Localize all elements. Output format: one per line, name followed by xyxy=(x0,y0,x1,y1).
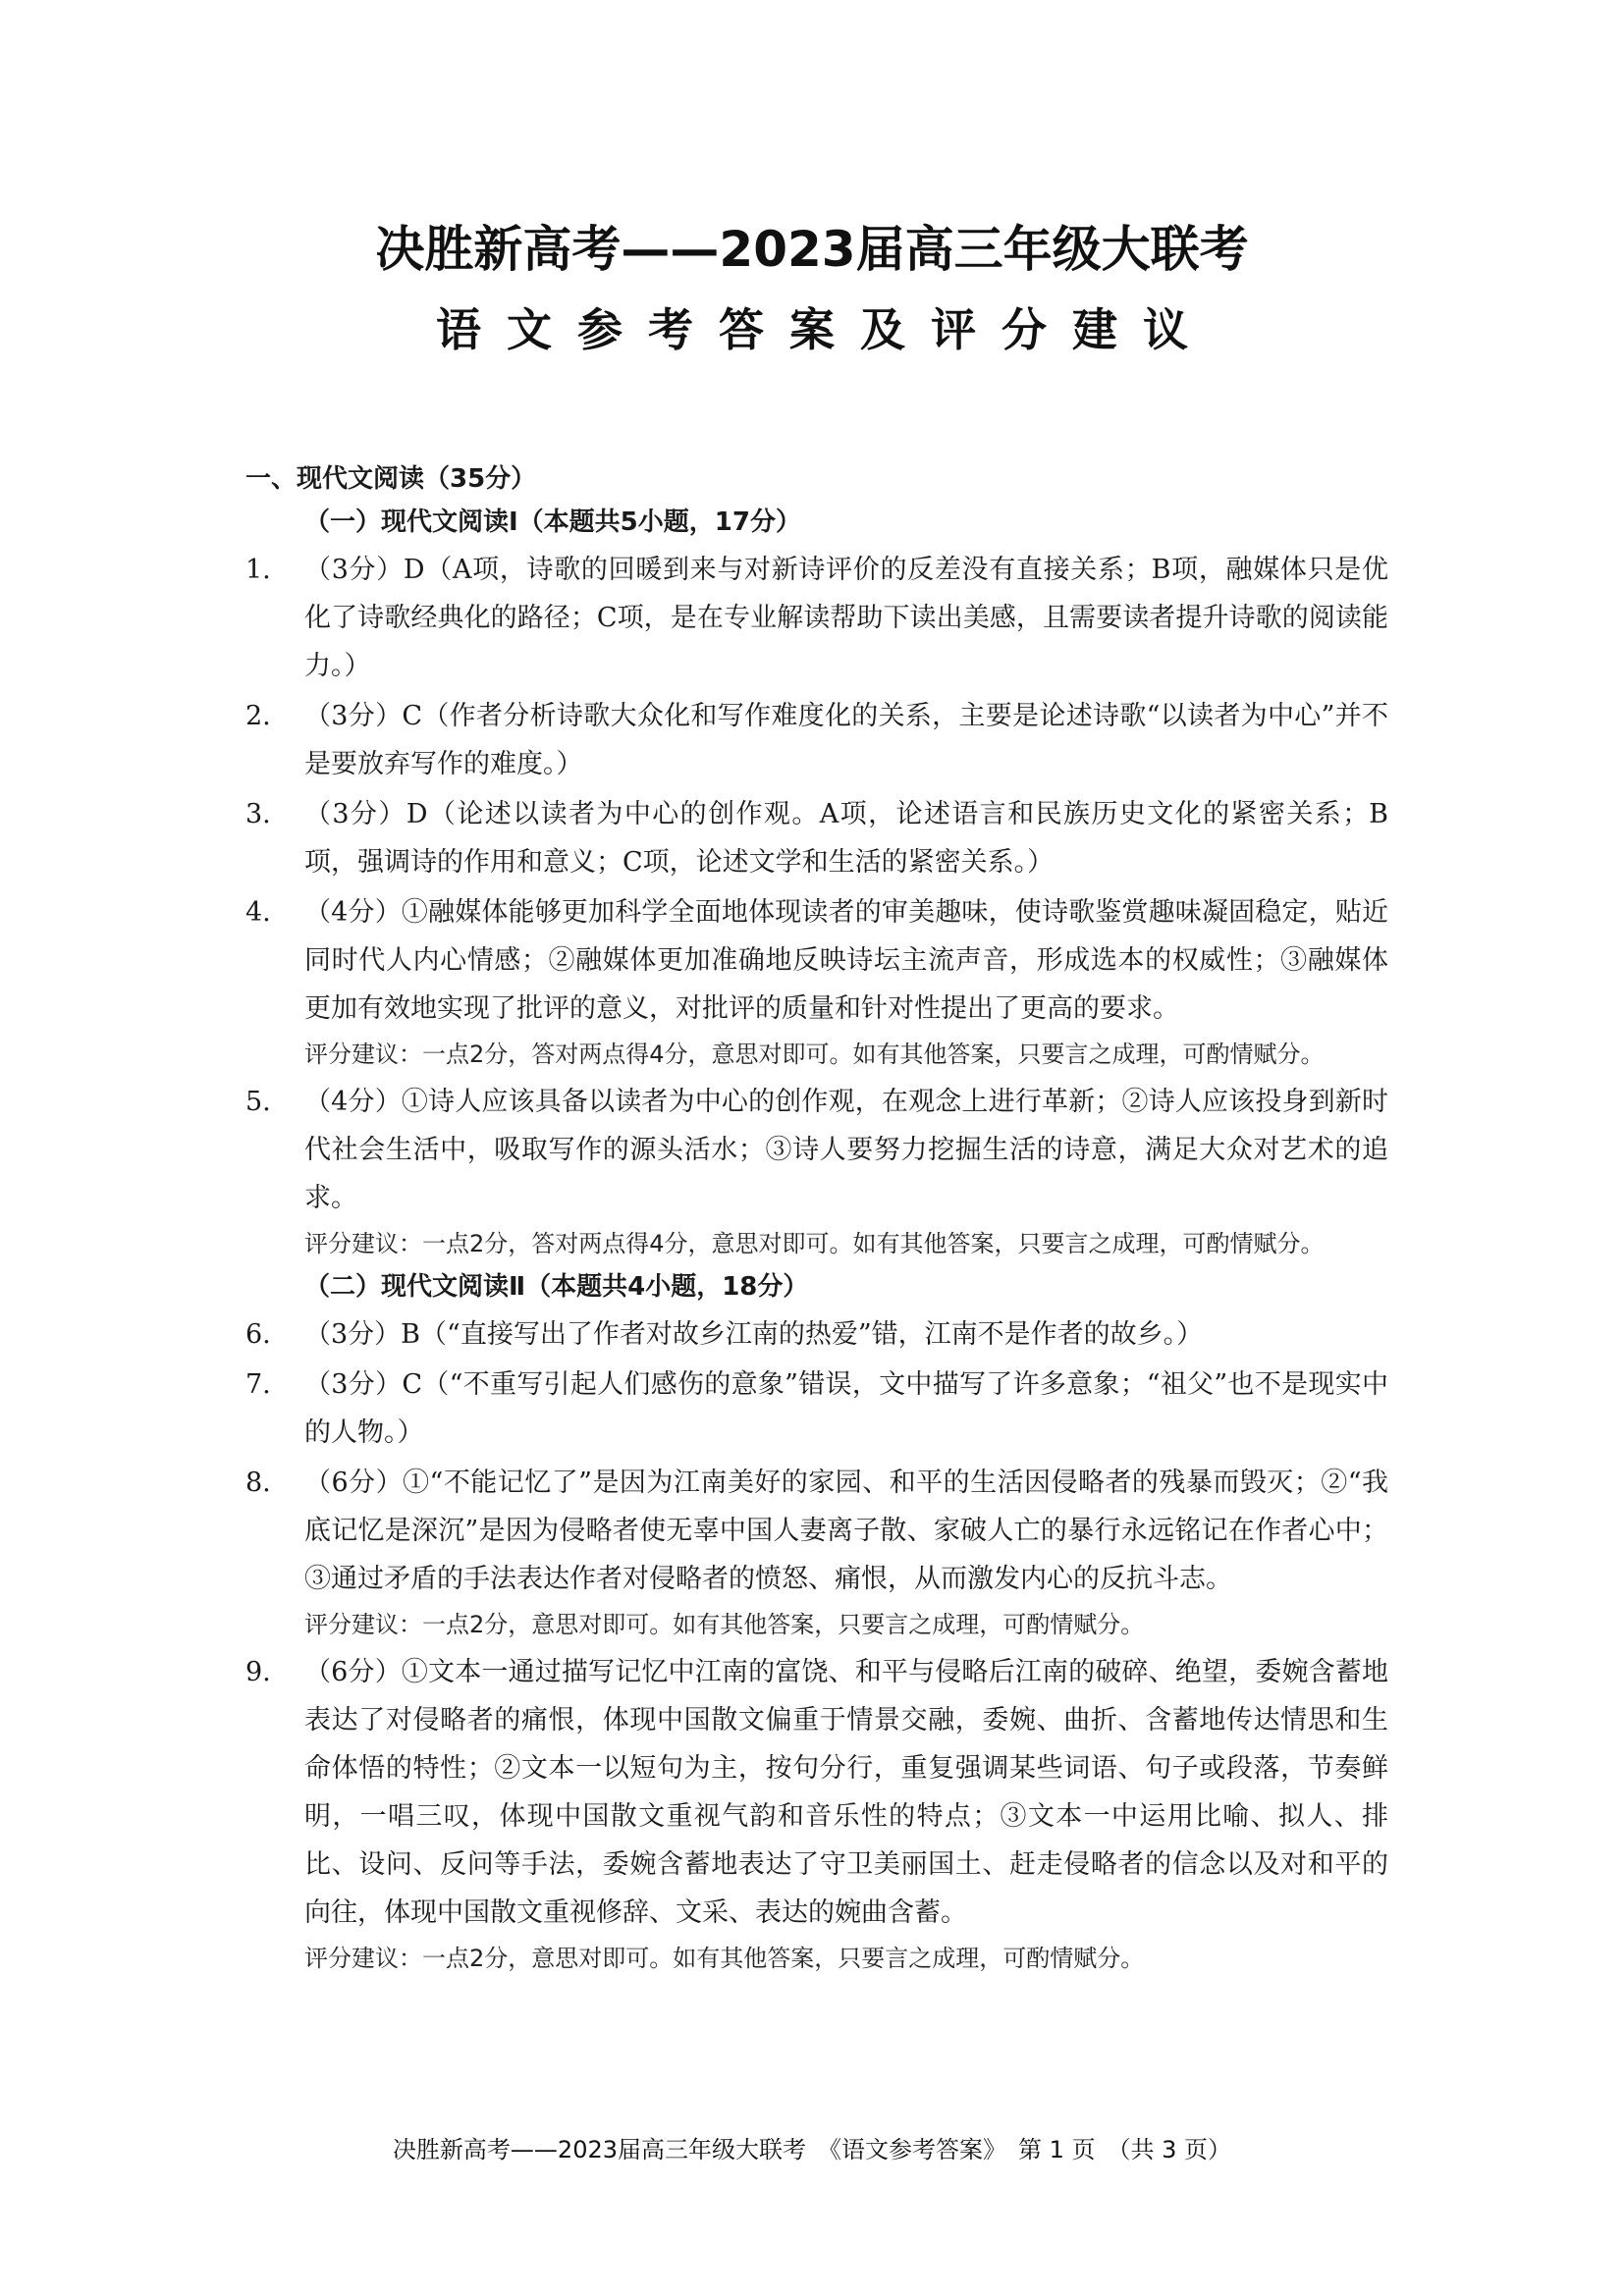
answer-item-1 xyxy=(245,546,1388,690)
item-number: 3. xyxy=(245,799,271,829)
item-text: （6分）①文本一通过描写记忆中江南的富饶、和平与侵略后江南的破碎、绝望，委婉含蓄地表达了对侵略者的痛恨，体现中国散文偏重于情景交融，委婉、曲折、含蓄地传达情思和生命体悟的特性；②文本一以短句为主，按句分行，重复强调某些词语、句子或段落，节奏鲜明，一唱三叹，体现中国散文重视气韵和音乐性的特点；③文本一中运用比喻、拟人、排比、设问、反问等手法，委婉含蓄地表达了守卫美丽国土、赶走侵略者的信念以及对和平的向往，体现中国散文重视修辞、文采、表达的婉曲含蓄。 xyxy=(304,1657,1388,1928)
answer-item-9 xyxy=(245,1648,1388,1937)
item-number: 5. xyxy=(245,1087,271,1117)
item-number: 8. xyxy=(245,1468,271,1498)
item-text: （3分）D（论述以读者为中心的创作观。A项，论述语言和民族历史文化的紧密关系；B项，强调诗的作用和意义；C项，论述文学和生活的紧密关系。） xyxy=(304,799,1388,878)
item-number: 9. xyxy=(245,1657,271,1687)
item-number: 4. xyxy=(245,897,271,928)
document-subtitle: 语文参考答案及评分建议 xyxy=(436,303,1214,356)
answer-item-2 xyxy=(245,692,1388,788)
item-text: （4分）①融媒体能够更加科学全面地体现读者的审美趣味，使诗歌鉴赏趣味凝固稳定，贴近同时代人内心情感；②融媒体更加准确地反映诗坛主流声音，形成选本的权威性；③融媒体更加有效地实现了批评的意义，对批评的质量和针对性提出了更高的要求。 xyxy=(304,897,1388,1024)
item-text: （3分）B（“直接写出了作者对故乡江南的热爱”错，江南不是作者的故乡。） xyxy=(304,1319,1204,1350)
scoring-note-4: 评分建议：一点2分，答对两点得4分，意思对即可。如有其他答案，只要言之成理，可酌情赋分。 xyxy=(304,1041,1325,1068)
item-text: （6分）①“不能记忆了”是因为江南美好的家园、和平的生活因侵略者的残暴而毁灭；②“我底记忆是深沉”是因为侵略者使无辜中国人妻离子散、家破人亡的暴行永远铭记在作者心中；③通过矛盾的手法表达作者对侵略者的愤怒、痛恨，从而激发内心的反抗斗志。 xyxy=(304,1468,1388,1594)
page-footer: 决胜新高考——2023届高三年级大联考 《语文参考答案》 第 1 页 （共 3 页） xyxy=(392,2136,1232,2163)
answer-item-5 xyxy=(245,1078,1388,1222)
item-text: （3分）C（作者分析诗歌大众化和写作难度化的关系，主要是论述诗歌“以读者为中心”并不是要放弃写作的难度。） xyxy=(304,701,1388,779)
answer-item-7 xyxy=(245,1361,1388,1457)
item-text: （4分）①诗人应该具备以读者为中心的创作观，在观念上进行革新；②诗人应该投身到新时代社会生活中，吸取写作的源头活水；③诗人要努力挖掘生活的诗意，满足大众对艺术的追求。 xyxy=(304,1087,1388,1213)
answer-item-4 xyxy=(245,888,1388,1033)
section-heading: 一、现代文阅读（35分） xyxy=(245,464,537,494)
item-number: 2. xyxy=(245,701,271,731)
answer-item-3 xyxy=(245,790,1388,886)
item-number: 7. xyxy=(245,1369,271,1400)
answer-item-8 xyxy=(245,1459,1388,1603)
item-number: 6. xyxy=(245,1319,271,1350)
document-title: 决胜新高考——2023届高三年级大联考 xyxy=(375,221,1249,278)
answer-body xyxy=(245,457,1388,1980)
scoring-note-8: 评分建议：一点2分，意思对即可。如有其他答案，只要言之成理，可酌情赋分。 xyxy=(304,1611,1145,1638)
scoring-note-5: 评分建议：一点2分，答对两点得4分，意思对即可。如有其他答案，只要言之成理，可酌情赋分。 xyxy=(304,1230,1325,1257)
item-number: 1. xyxy=(245,555,271,585)
item-text: （3分）D（A项，诗歌的回暖到来与对新诗评价的反差没有直接关系；B项，融媒体只是优化了诗歌经典化的路径；C项，是在专业解读帮助下读出美感，且需要读者提升诗歌的阅读能力。） xyxy=(304,555,1388,681)
subsection-heading-2: （二）现代文阅读Ⅱ（本题共4小题，18分） xyxy=(304,1272,809,1302)
scoring-note-9: 评分建议：一点2分，意思对即可。如有其他答案，只要言之成理，可酌情赋分。 xyxy=(304,1945,1145,1972)
item-text: （3分）C（“不重写引起人们感伤的意象”错误，文中描写了许多意象；“祖父”也不是现实中的人物。） xyxy=(304,1369,1388,1448)
subsection-heading-1: （一）现代文阅读Ⅰ（本题共5小题，17分） xyxy=(304,507,801,537)
answer-item-6 xyxy=(245,1310,1388,1359)
